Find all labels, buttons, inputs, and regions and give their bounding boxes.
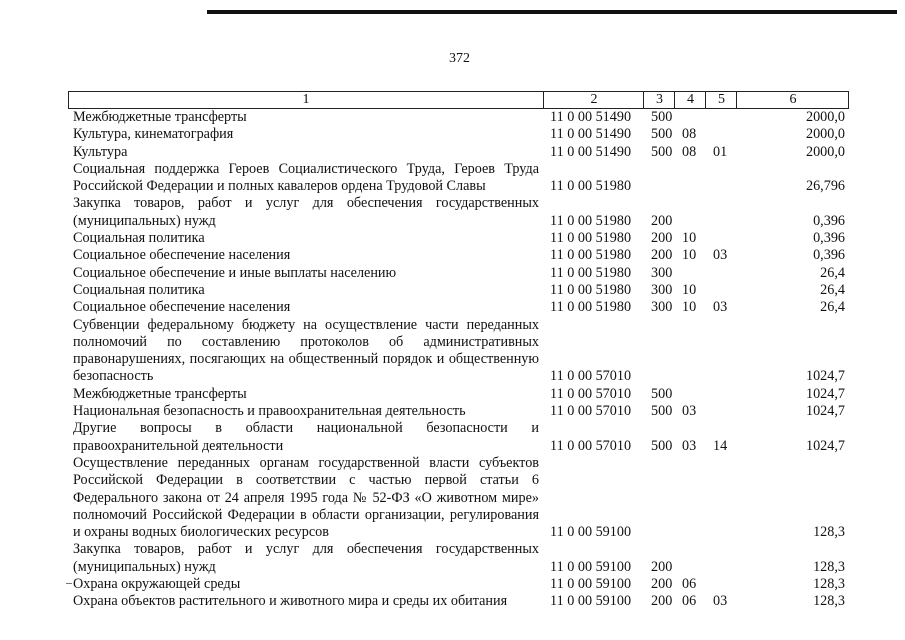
row-rz: 06 (682, 593, 697, 610)
table-row (68, 195, 849, 230)
row-pr: 14 (713, 437, 728, 454)
row-code: 11 0 00 51980 (550, 247, 632, 264)
row-pr: 01 (713, 143, 728, 160)
row-rz: 08 (682, 143, 697, 160)
row-name: Культура (73, 143, 128, 160)
table-row (68, 317, 849, 386)
row-name: Национальная безопасность и правоохранительная деятельность (73, 403, 466, 420)
row-code: 11 0 00 59100 (550, 576, 632, 593)
row-rz: 10 (682, 230, 697, 247)
row-sum: 1024,7 (805, 385, 845, 402)
row-sum: 0,396 (813, 230, 845, 247)
table-row (68, 420, 849, 455)
table-row (68, 230, 849, 247)
header-col-3: 3 (643, 92, 675, 108)
row-vr: 200 (651, 230, 673, 247)
table-row (68, 576, 849, 593)
row-name: Социальная поддержка Героев Социалистического Труда, Героев Труда Российской Федерации и полных кавалеров ордена Трудовой Славы (73, 160, 539, 195)
row-name: Закупка товаров, работ и услуг для обеспечения государственных (муниципальных) нужд (73, 195, 539, 229)
table-row (68, 403, 849, 420)
row-code: 11 0 00 51980 (550, 230, 632, 247)
header-col-4: 4 (674, 92, 706, 108)
row-code: 11 0 00 59100 (550, 558, 632, 575)
row-pr: 03 (713, 247, 728, 264)
table-body (68, 109, 849, 611)
table-row (68, 109, 849, 126)
row-sum: 26,4 (820, 264, 845, 281)
row-vr: 200 (651, 558, 673, 575)
row-rz: 06 (682, 576, 697, 593)
row-vr: 300 (651, 299, 673, 316)
row-code: 11 0 00 51490 (550, 109, 632, 125)
row-vr: 500 (651, 126, 673, 143)
row-code: 11 0 00 51980 (550, 264, 632, 281)
table-row (68, 541, 849, 576)
row-code: 11 0 00 57010 (550, 368, 632, 385)
row-sum: 0,396 (813, 247, 845, 264)
row-sum: 128,3 (813, 593, 845, 610)
row-name: Межбюджетные трансферты (73, 109, 247, 125)
row-code: 11 0 00 51490 (550, 126, 632, 143)
top-rule (207, 10, 897, 14)
row-vr: 200 (651, 576, 673, 593)
row-rz: 08 (682, 126, 697, 143)
table-row (68, 265, 849, 282)
row-vr: 300 (651, 281, 673, 298)
row-pr: 03 (713, 593, 728, 610)
table-row (68, 282, 849, 299)
table-row (68, 299, 849, 316)
row-name: Охрана объектов растительного и животного мира и среды их обитания (73, 593, 508, 610)
row-code: 11 0 00 51980 (550, 299, 632, 316)
row-vr: 500 (651, 109, 673, 125)
table-row (68, 126, 849, 143)
row-sum: 26,796 (805, 178, 845, 195)
row-vr: 500 (651, 403, 673, 420)
row-code: 11 0 00 51980 (550, 178, 632, 195)
row-name: Субвенции федеральному бюджету на осуществление части переданных полномочий по составлению протоколов об административных правонарушениях, посягающих на общественный порядок и общественную безопасность (73, 316, 539, 385)
row-vr: 200 (651, 593, 673, 610)
row-name: Социальное обеспечение населения (73, 247, 291, 264)
row-sum: 128,3 (813, 576, 845, 593)
page-number: 372 (449, 51, 470, 66)
header-col-5: 5 (705, 92, 737, 108)
row-vr: 200 (651, 247, 673, 264)
table-row (68, 161, 849, 196)
table-row (68, 386, 849, 403)
row-name: Социальное обеспечение населения (73, 299, 291, 316)
row-vr: 300 (651, 264, 673, 281)
row-name: Социальное обеспечение и иные выплаты населению (73, 264, 397, 281)
header-col-6: 6 (736, 92, 849, 108)
row-vr: 500 (651, 385, 673, 402)
row-sum: 1024,7 (805, 437, 845, 454)
row-rz: 03 (682, 403, 697, 420)
row-sum: 128,3 (813, 524, 845, 541)
row-sum: 2000,0 (805, 126, 845, 143)
row-name: Культура, кинематография (73, 126, 234, 143)
table-row (68, 455, 849, 541)
row-vr: 500 (651, 143, 673, 160)
row-name: Другие вопросы в области национальной безопасности и правоохранительной деятельности (73, 420, 539, 454)
header-col-1: 1 (302, 92, 310, 107)
row-code: 11 0 00 51980 (550, 281, 632, 298)
row-sum: 2000,0 (805, 109, 845, 125)
row-name: Межбюджетные трансферты (73, 385, 247, 402)
row-name: Социальная политика (73, 230, 205, 247)
row-rz: 10 (682, 281, 697, 298)
row-sum: 2000,0 (805, 143, 845, 160)
row-code: 11 0 00 59100 (550, 524, 632, 541)
row-vr: 500 (651, 437, 673, 454)
row-code: 11 0 00 51490 (550, 143, 632, 160)
row-sum: 1024,7 (805, 403, 845, 420)
row-sum: 1024,7 (805, 368, 845, 385)
header-col-2: 2 (543, 92, 644, 108)
row-rz: 10 (682, 247, 697, 264)
row-code: 11 0 00 57010 (550, 403, 632, 420)
table-row (68, 247, 849, 264)
row-sum: 0,396 (813, 212, 845, 229)
table-header (68, 91, 849, 109)
row-code: 11 0 00 51980 (550, 212, 632, 229)
row-sum: 26,4 (820, 299, 845, 316)
row-name: Осуществление переданных органам государственной власти субъектов Российской Федерации в соответствии с частью первой статьи 6 Федерального закона от 24 апреля 1995 года № 52-ФЗ «О животном мире» полномочий Российской Федерации в области организации, регулирования и охраны водных биологических ресурсов (73, 454, 539, 541)
row-sum: 26,4 (820, 281, 845, 298)
row-code: 11 0 00 57010 (550, 385, 632, 402)
table-row (68, 144, 849, 161)
row-rz: 03 (682, 437, 697, 454)
row-code: 11 0 00 57010 (550, 437, 632, 454)
row-rz: 10 (682, 299, 697, 316)
row-pr: 03 (713, 299, 728, 316)
row-name: Закупка товаров, работ и услуг для обеспечения государственных (муниципальных) нужд (73, 541, 539, 575)
table-row (68, 593, 849, 610)
row-name: Охрана окружающей среды (73, 576, 241, 593)
row-vr: 200 (651, 212, 673, 229)
row-sum: 128,3 (813, 558, 845, 575)
row-code: 11 0 00 59100 (550, 593, 632, 610)
row-name: Социальная политика (73, 281, 205, 298)
